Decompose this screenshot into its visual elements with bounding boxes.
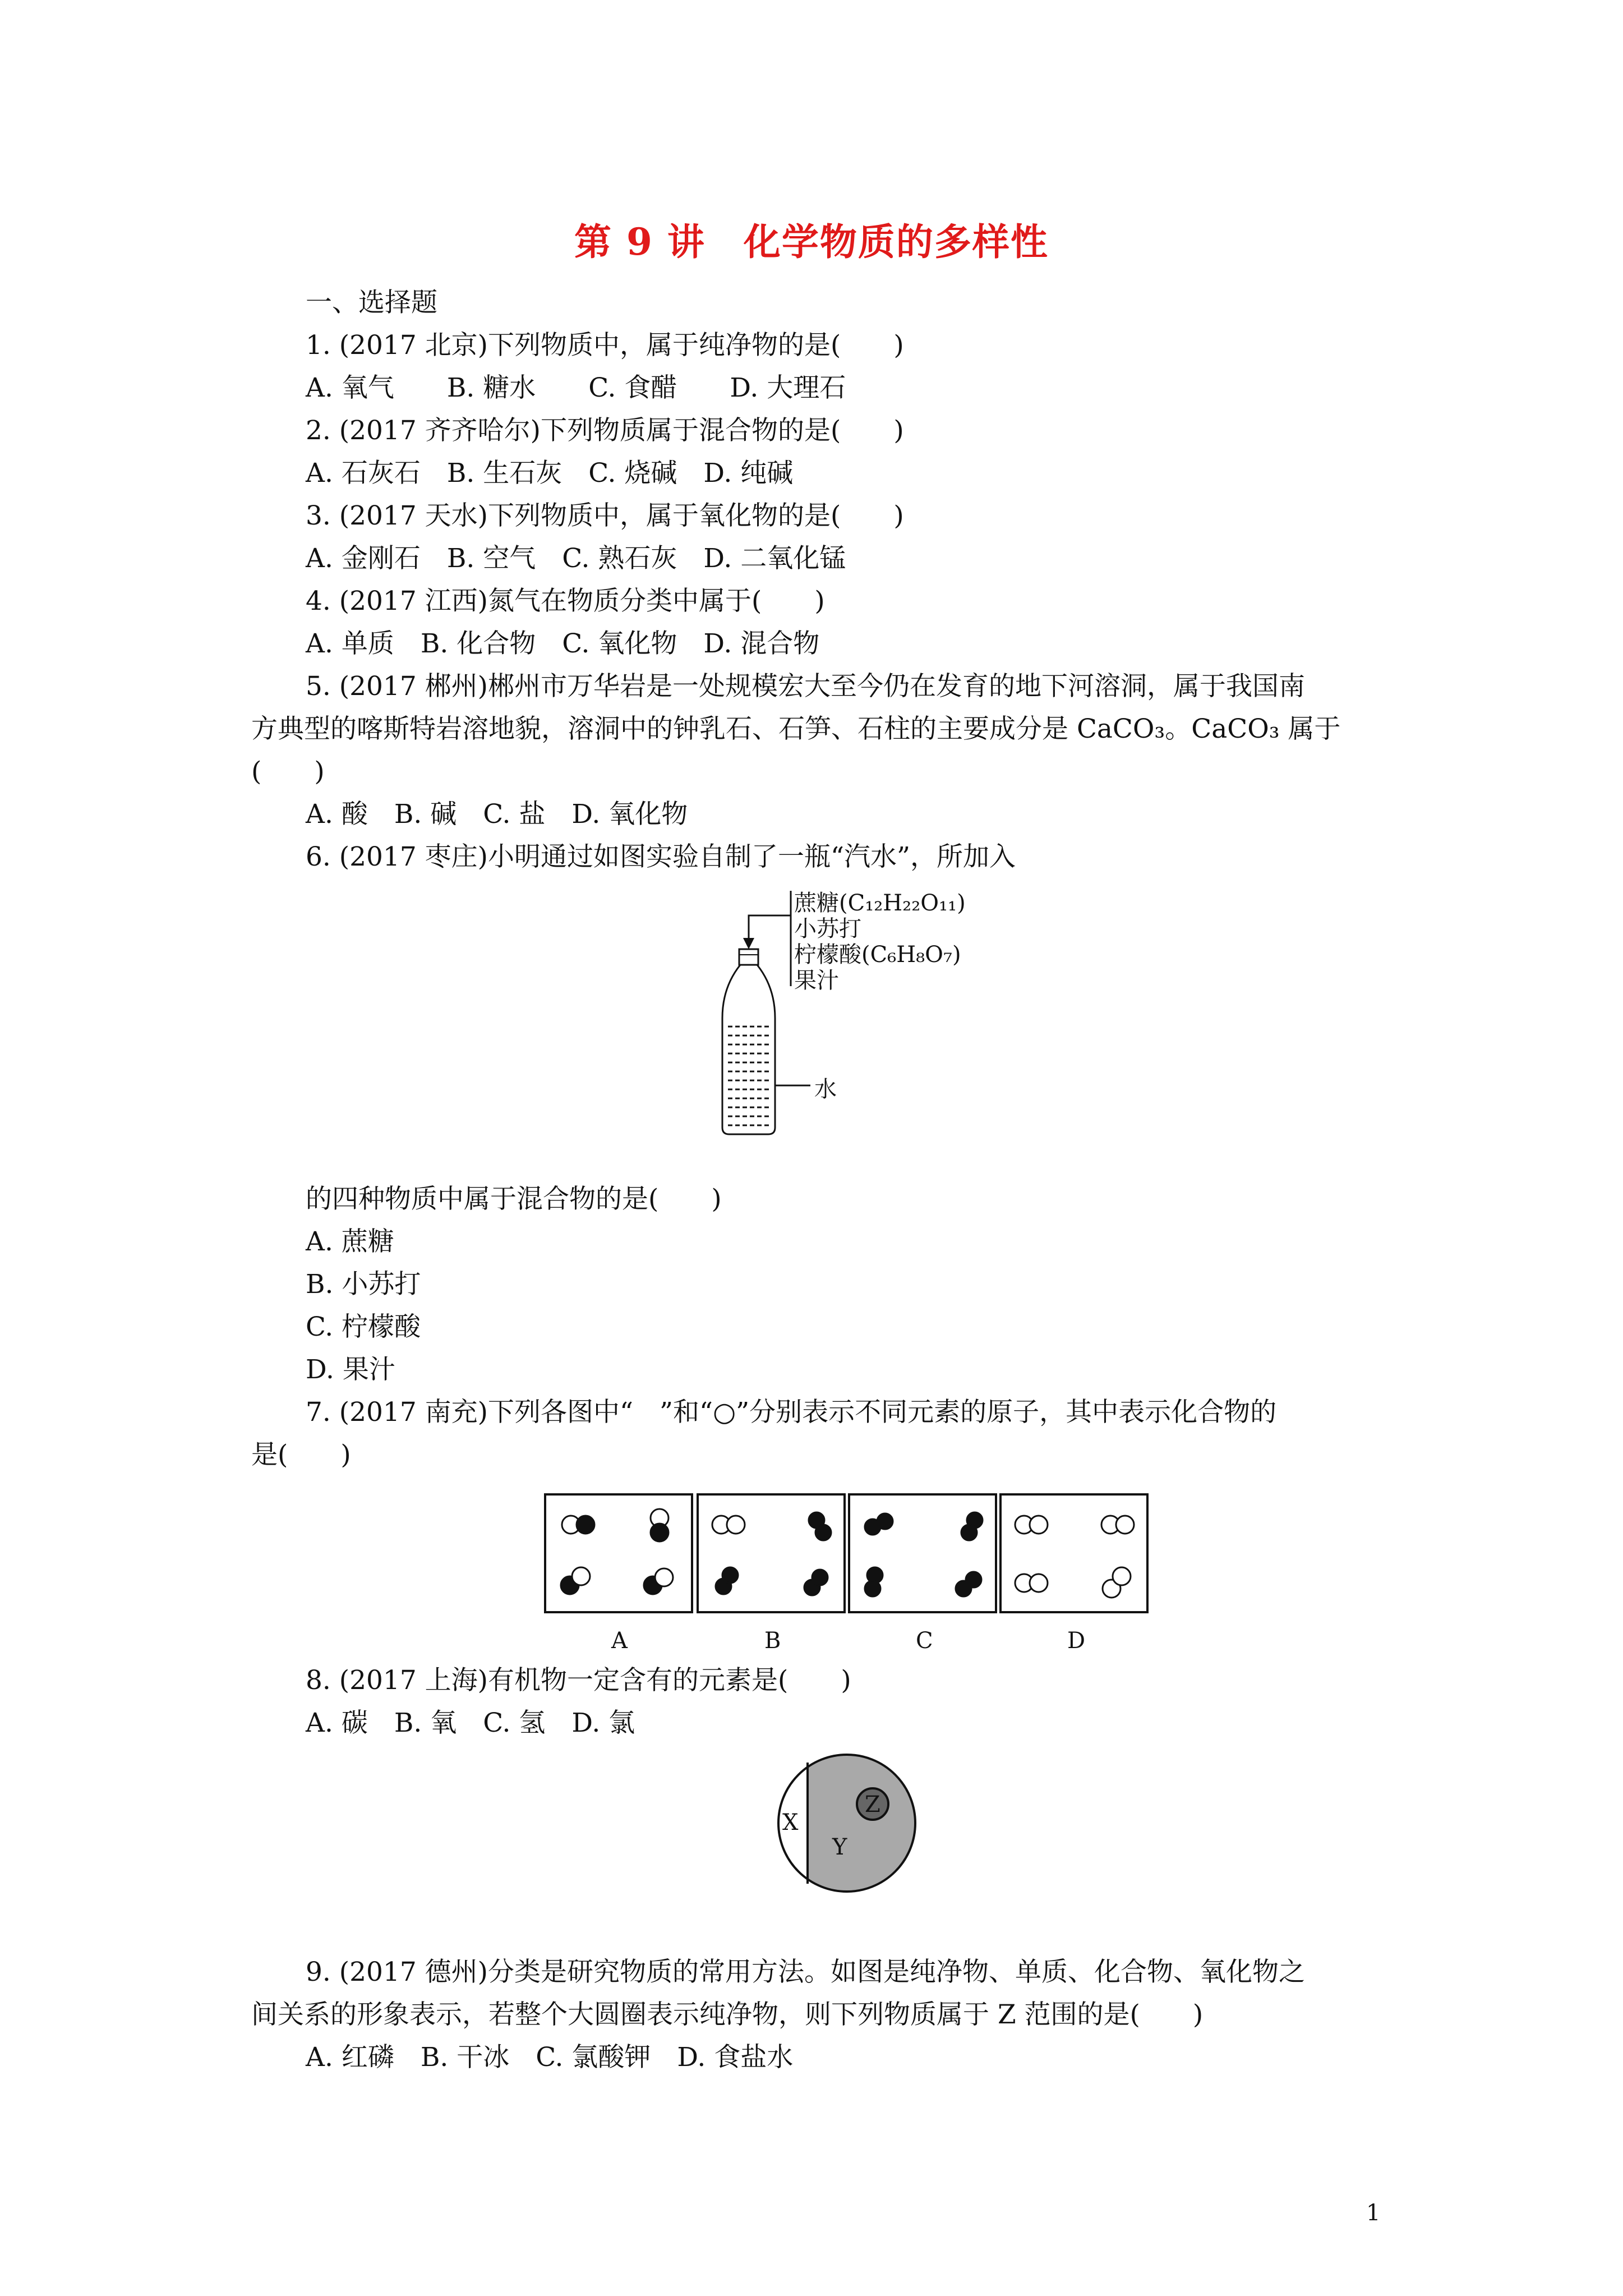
bottle-label-juice: 果汁 <box>794 968 839 993</box>
circle-label-y: Y <box>832 1834 847 1860</box>
box-label-b: B <box>764 1628 781 1654</box>
q3-stem: 3. (2017 天水)下列物质中，属于氧化物的是( ) <box>306 500 904 531</box>
box-c-molecules <box>865 1512 983 1596</box>
molecule-boxes-figure <box>543 1492 1149 1672</box>
bottle-label-sucrose: 蔗糖(C₁₂H₂₂O₁₁) <box>794 890 966 916</box>
q8-options: A. 碳 B. 氧 C. 氢 D. 氯 <box>306 1708 635 1738</box>
section-heading: 一、选择题 <box>306 287 437 318</box>
q3-options: A. 金刚石 B. 空气 C. 熟石灰 D. 二氧化锰 <box>306 543 846 574</box>
q5-stem-line2: 方典型的喀斯特岩溶地貌，溶洞中的钟乳石、石笋、石柱的主要成分是 CaCO₃。CaCO₃ 属于 <box>251 714 1341 744</box>
q5-options: A. 酸 B. 碱 C. 盐 D. 氧化物 <box>306 799 688 830</box>
bottle-label-citric-acid: 柠檬酸(C₆H₈O₇) <box>794 942 961 968</box>
box-label-d: D <box>1067 1628 1086 1654</box>
q5-stem-line3: ( ) <box>251 756 325 787</box>
q5-stem-line1: 5. (2017 郴州)郴州市万华岩是一处规模宏大至今仍在发育的地下河溶洞，属于我国南 <box>306 671 1306 702</box>
q7-stem-line1: 7. (2017 南充)下列各图中“ ”和“○”分别表示不同元素的原子，其中表示化合物的 <box>306 1397 1277 1428</box>
page-title: 第 9 讲 化学物质的多样性 <box>574 220 1049 264</box>
q6-option-c: C. 柠檬酸 <box>306 1312 421 1342</box>
q9-options: A. 红磷 B. 干冰 C. 氯酸钾 D. 食盐水 <box>306 2042 794 2073</box>
q4-stem: 4. (2017 江西)氮气在物质分类中属于( ) <box>306 586 825 616</box>
q8-stem: 8. (2017 上海)有机物一定含有的元素是( ) <box>306 1665 851 1696</box>
box-label-c: C <box>916 1628 933 1654</box>
q9-stem-line2: 间关系的形象表示，若整个大圆圈表示纯净物，则下列物质属于 Z 范围的是( ) <box>251 1999 1204 2030</box>
q4-options: A. 单质 B. 化合物 C. 氧化物 D. 混合物 <box>306 628 820 659</box>
circle-label-x: X <box>782 1810 799 1835</box>
q9-stem-line1: 9. (2017 德州)分类是研究物质的常用方法。如图是纯净物、单质、化合物、氧化物之 <box>306 1957 1306 1987</box>
circle-label-z: Z <box>865 1792 880 1818</box>
q2-options: A. 石灰石 B. 生石灰 C. 烧碱 D. 纯碱 <box>306 458 794 489</box>
box-d-molecules <box>1015 1516 1134 1598</box>
q6-option-d: D. 果汁 <box>306 1354 395 1385</box>
q6-option-a: A. 蔗糖 <box>306 1226 394 1257</box>
page-number: 1 <box>1366 2200 1381 2226</box>
q1-stem: 1. (2017 北京)下列物质中，属于纯净物的是( ) <box>306 330 904 361</box>
box-a-molecules <box>561 1509 673 1594</box>
q6-stem-continued: 的四种物质中属于混合物的是( ) <box>306 1184 722 1214</box>
q6-option-b: B. 小苏打 <box>306 1269 421 1300</box>
bottle-label-water: 水 <box>814 1076 837 1102</box>
bottle-label-baking-soda: 小苏打 <box>794 916 861 942</box>
q6-stem: 6. (2017 枣庄)小明通过如图实验自制了一瓶“汽水”，所加入 <box>306 841 1016 872</box>
box-b-molecules <box>712 1512 831 1595</box>
q2-stem: 2. (2017 齐齐哈尔)下列物质属于混合物的是( ) <box>306 415 904 446</box>
q1-options: A. 氧气 B. 糖水 C. 食醋 D. 大理石 <box>306 372 846 403</box>
q7-stem-line2: 是( ) <box>251 1439 351 1470</box>
box-label-a: A <box>611 1628 628 1654</box>
